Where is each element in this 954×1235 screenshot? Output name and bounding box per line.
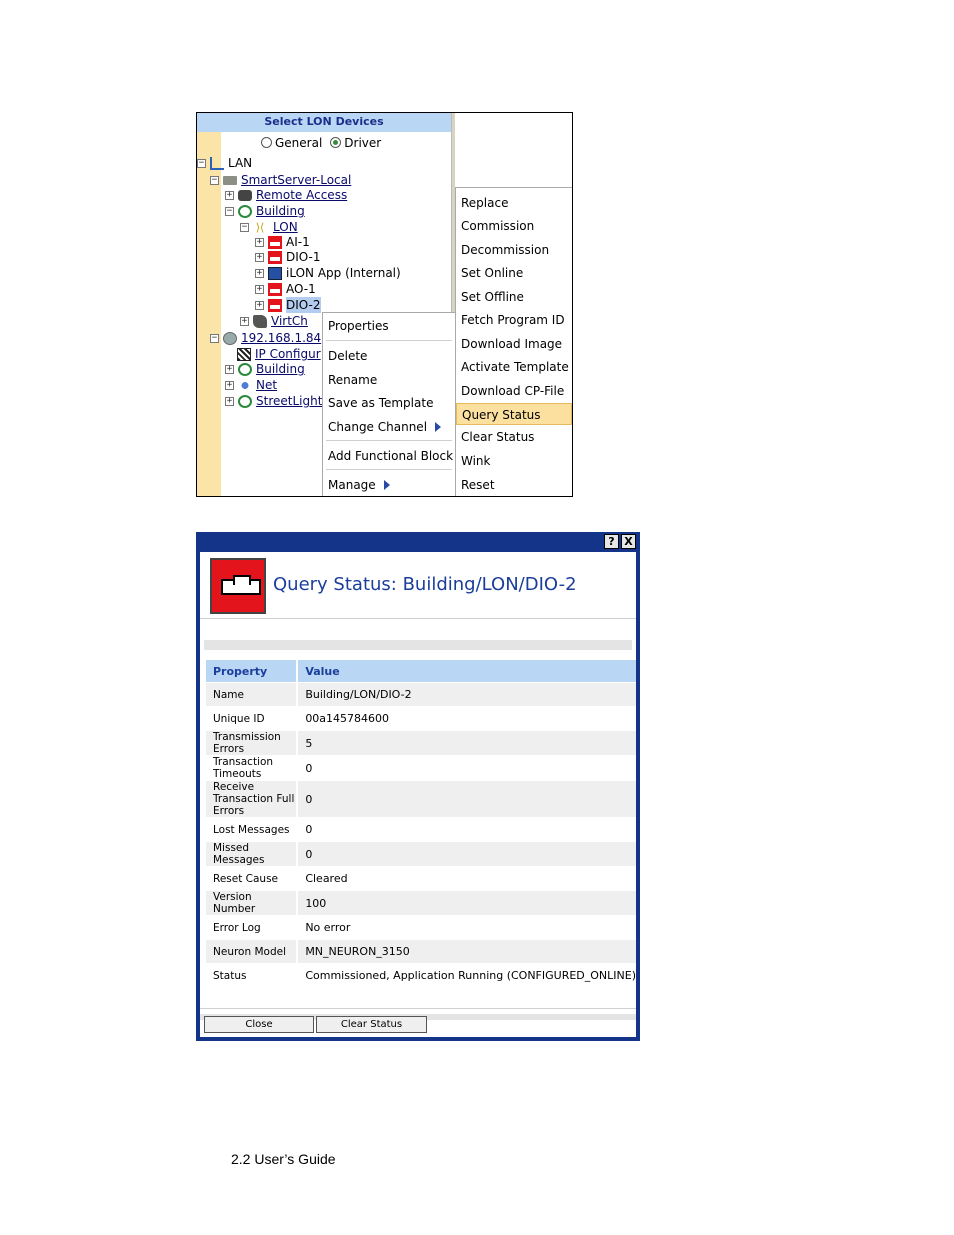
tree-node-label[interactable]: SmartServer-Local <box>241 173 352 187</box>
expand-icon[interactable]: + <box>226 189 233 200</box>
clear-status-button[interactable]: Clear Status <box>316 1016 427 1033</box>
value-cell: 0 <box>298 842 636 866</box>
close-icon[interactable]: X <box>621 534 636 549</box>
tree-node-label[interactable]: 192.168.1.84 <box>241 331 322 345</box>
help-icon[interactable]: ? <box>604 534 619 549</box>
submenu-item-set-offline[interactable]: Set Offline <box>461 290 524 304</box>
tree-node-smartserver[interactable] <box>210 172 351 188</box>
tree-node-label[interactable]: Building <box>256 204 305 218</box>
tree-node-lon[interactable] <box>240 219 298 235</box>
table-row <box>206 781 636 817</box>
radio-general-icon <box>261 137 272 148</box>
tree-node-ao1[interactable] <box>255 281 316 297</box>
submenu-item-query-status[interactable]: Query Status <box>456 403 572 425</box>
tree-node-label[interactable]: AI-1 <box>286 235 310 249</box>
dialog-titlebar[interactable] <box>196 532 640 552</box>
table-row <box>206 964 636 987</box>
tree-node-net[interactable] <box>225 377 277 393</box>
table-row <box>206 916 636 939</box>
submenu-item-download-image[interactable]: Download Image <box>461 337 563 351</box>
expand-icon[interactable]: + <box>256 299 263 310</box>
tree-node-ilon-app[interactable] <box>255 265 401 281</box>
menu-item-add-functional-block[interactable]: Add Functional Block <box>328 449 454 463</box>
expand-icon[interactable]: + <box>241 315 248 326</box>
submenu-item-download-cp-file[interactable]: Download CP-File <box>461 384 565 398</box>
page-footer: 2.2 User’s Guide <box>231 1151 336 1167</box>
expand-icon[interactable]: + <box>256 267 263 278</box>
table-row <box>206 756 636 780</box>
dialog-body <box>200 552 636 1037</box>
lon-channel-icon: ⟩⟨ <box>255 220 265 234</box>
value-cell: No error <box>298 916 636 939</box>
menu-item-properties[interactable]: Properties <box>328 319 389 333</box>
submenu-item-activate-template[interactable]: Activate Template <box>461 360 569 374</box>
expand-icon[interactable]: + <box>226 395 233 406</box>
tree-node-dio2[interactable] <box>255 297 321 313</box>
tree-node-label: LAN <box>228 156 253 170</box>
building-icon <box>238 205 252 218</box>
menu-item-rename[interactable]: Rename <box>328 373 378 387</box>
submenu-arrow-icon <box>384 480 390 490</box>
dialog-title: Query Status: Building/LON/DIO-2 <box>273 574 577 595</box>
property-cell: Unique ID <box>206 707 298 730</box>
value-cell: Commissioned, Application Running (CONFIGURED_ONLINE) <box>298 964 636 987</box>
tree-node-virtch[interactable] <box>240 313 308 329</box>
divider <box>200 618 636 619</box>
menu-item-label: Change Channel <box>328 420 428 434</box>
submenu-item-replace[interactable]: Replace <box>461 196 509 210</box>
manage-submenu <box>455 187 573 497</box>
table-row <box>206 818 636 841</box>
collapse-icon[interactable]: − <box>211 174 218 185</box>
tree-node-streetlight[interactable] <box>225 393 322 409</box>
device-icon <box>268 283 282 296</box>
collapse-icon[interactable]: − <box>211 332 218 343</box>
submenu-item-reset[interactable]: Reset <box>461 478 495 492</box>
property-cell: Transmission Errors <box>206 731 298 755</box>
submenu-item-wink[interactable]: Wink <box>461 454 491 468</box>
value-cell: Building/LON/DIO-2 <box>298 683 636 706</box>
tree-node-label[interactable]: AO-1 <box>286 282 316 296</box>
property-cell: Receive Transaction Full Errors <box>206 781 298 817</box>
building-icon <box>238 395 252 408</box>
properties-table <box>206 659 636 988</box>
property-cell: Version Number <box>206 891 298 915</box>
device-icon <box>268 251 282 264</box>
tree-node-label[interactable]: IP Configur <box>255 347 321 361</box>
table-row <box>206 891 636 915</box>
property-cell: Transaction Timeouts <box>206 756 298 780</box>
submenu-arrow-icon <box>435 422 441 432</box>
close-button[interactable]: Close <box>204 1016 314 1033</box>
mode-radio-group <box>261 136 381 150</box>
tree-screenshot <box>196 112 573 497</box>
menu-item-delete[interactable]: Delete <box>328 349 368 363</box>
property-cell: Missed Messages <box>206 842 298 866</box>
table-row <box>206 731 636 755</box>
tree-node-ip-config[interactable] <box>237 346 321 362</box>
column-header-property: Property <box>206 660 298 682</box>
tree-node-label[interactable]: Remote Access <box>256 188 348 202</box>
table-row <box>206 707 636 730</box>
radio-driver-icon <box>330 137 341 148</box>
table-row <box>206 842 636 866</box>
value-cell: Cleared <box>298 867 636 890</box>
expand-icon[interactable]: + <box>256 283 263 294</box>
ilon-app-icon <box>268 267 282 280</box>
value-cell: 100 <box>298 891 636 915</box>
expand-icon[interactable]: + <box>226 363 233 374</box>
value-cell: 0 <box>298 781 636 817</box>
table-row <box>206 867 636 890</box>
expand-icon[interactable]: + <box>226 379 233 390</box>
submenu-item-set-online[interactable]: Set Online <box>461 266 524 280</box>
table-row <box>206 940 636 963</box>
radio-general[interactable] <box>261 136 322 150</box>
property-cell: Name <box>206 683 298 706</box>
property-cell: Neuron Model <box>206 940 298 963</box>
tree-node-lan[interactable] <box>197 155 252 171</box>
radio-general-label: General <box>275 136 323 150</box>
menu-separator <box>326 340 452 341</box>
tree-node-label[interactable]: Net <box>256 378 278 392</box>
virtual-channel-icon <box>253 315 267 328</box>
net-icon <box>238 379 252 392</box>
tree-node-building2[interactable] <box>225 361 305 377</box>
value-cell: 0 <box>298 818 636 841</box>
tree-node-label[interactable]: StreetLight <box>256 394 323 408</box>
property-cell: Error Log <box>206 916 298 939</box>
radio-driver[interactable] <box>330 136 381 150</box>
collapse-icon[interactable]: − <box>198 157 205 168</box>
device-icon <box>210 558 266 614</box>
divider <box>200 1008 636 1009</box>
tree-node-building[interactable] <box>225 203 305 219</box>
device-icon <box>268 299 282 312</box>
menu-item-manage[interactable] <box>323 474 455 496</box>
tree-node-ip[interactable] <box>210 330 321 346</box>
submenu-item-decommission[interactable]: Decommission <box>461 243 550 257</box>
tree-node-label[interactable]: VirtCh <box>271 314 308 328</box>
submenu-item-fetch-program-id[interactable]: Fetch Program ID <box>461 313 565 327</box>
ip-network-icon <box>223 332 237 345</box>
menu-item-save-as-template[interactable]: Save as Template <box>328 396 434 410</box>
submenu-item-commission[interactable]: Commission <box>461 219 535 233</box>
table-row <box>206 683 636 706</box>
server-icon <box>223 176 237 185</box>
expand-icon[interactable]: + <box>256 251 263 262</box>
property-cell: Reset Cause <box>206 867 298 890</box>
toolbar-strip <box>204 640 632 650</box>
tree-node-dio1[interactable] <box>255 249 321 265</box>
phone-icon <box>238 190 252 201</box>
tree-node-ai1[interactable] <box>255 234 310 250</box>
menu-item-label: Manage <box>328 478 376 492</box>
device-icon <box>268 236 282 249</box>
building-icon <box>238 363 252 376</box>
menu-separator <box>326 469 452 470</box>
value-cell: 00a145784600 <box>298 707 636 730</box>
ip-config-icon <box>237 348 251 361</box>
submenu-item-clear-status[interactable]: Clear Status <box>461 430 535 444</box>
value-cell: MN_NEURON_3150 <box>298 940 636 963</box>
property-cell: Lost Messages <box>206 818 298 841</box>
expand-icon[interactable]: + <box>256 236 263 247</box>
collapse-icon[interactable]: − <box>226 205 233 216</box>
radio-driver-label: Driver <box>344 136 382 150</box>
value-cell: 0 <box>298 756 636 780</box>
menu-item-change-channel[interactable] <box>323 416 455 438</box>
tree-node-label[interactable]: DIO-1 <box>286 250 321 264</box>
column-header-value: Value <box>298 660 636 682</box>
property-cell: Status <box>206 964 298 987</box>
context-menu <box>322 312 456 497</box>
tree-header: Select LON Devices <box>197 113 451 132</box>
tree-node-label[interactable]: iLON App (Internal) <box>286 266 401 280</box>
query-status-dialog <box>196 532 640 1041</box>
menu-separator <box>326 440 452 441</box>
tree-node-label[interactable]: LON <box>273 220 298 234</box>
tree-node-label-selected[interactable]: DIO-2 <box>286 298 321 312</box>
lan-icon <box>210 157 224 170</box>
tree-node-label[interactable]: Building <box>256 362 305 376</box>
value-cell: 5 <box>298 731 636 755</box>
tree-node-remote-access[interactable] <box>225 187 347 203</box>
collapse-icon[interactable]: − <box>241 221 248 232</box>
